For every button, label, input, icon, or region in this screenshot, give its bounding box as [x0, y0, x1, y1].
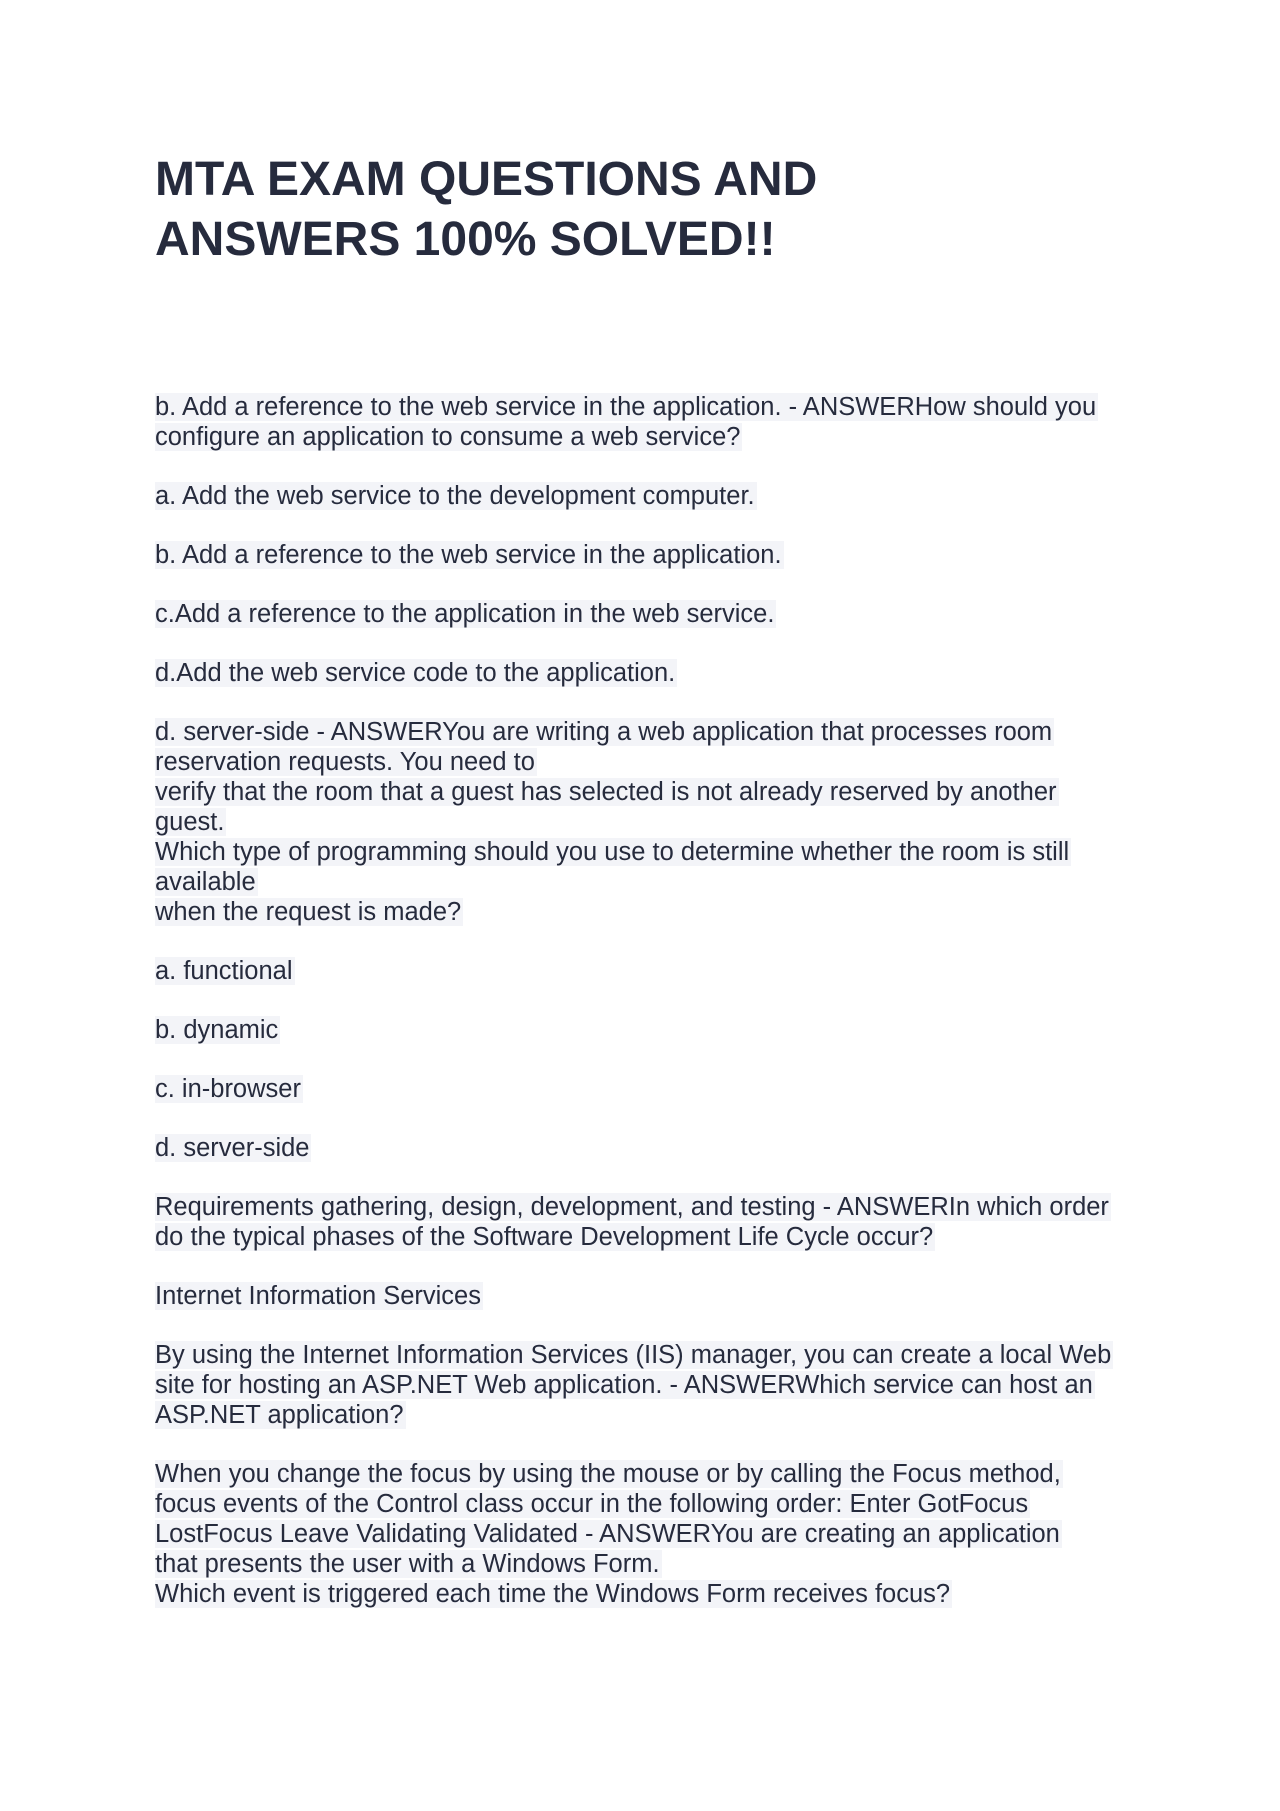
text-line: available: [155, 868, 256, 896]
text-line: b. Add a reference to the web service in the application. - ANSWERHow should you: [155, 393, 1097, 421]
text-line: c. in-browser: [155, 1075, 301, 1103]
text-line: c.Add a reference to the application in the web service.: [155, 600, 775, 628]
option-paragraph: [155, 1074, 1135, 1104]
text-line: a. functional: [155, 957, 293, 985]
answer-paragraph: [155, 1340, 1135, 1430]
text-line: do the typical phases of the Software Development Life Cycle occur?: [155, 1223, 934, 1251]
answer-paragraph: [155, 1281, 1135, 1311]
title-line: ANSWERS 100% SOLVED!!: [155, 213, 776, 266]
text-line: d. server-side: [155, 1134, 310, 1162]
title-line: MTA EXAM QUESTIONS AND: [155, 153, 818, 206]
text-line: When you change the focus by using the mouse or by calling the Focus method,: [155, 1460, 1061, 1488]
text-line: focus events of the Control class occur in the following order: Enter GotFocus: [155, 1490, 1029, 1518]
text-line: a. Add the web service to the development computer.: [155, 482, 755, 510]
text-line: Requirements gathering, design, development, and testing - ANSWERIn which order: [155, 1193, 1109, 1221]
option-paragraph: [155, 540, 1135, 570]
document-body: [155, 392, 1135, 1638]
text-line: d. server-side - ANSWERYou are writing a web application that processes room: [155, 718, 1053, 746]
text-line: site for hosting an ASP.NET Web application. - ANSWERWhich service can host an: [155, 1371, 1093, 1399]
document-page: [155, 150, 1135, 270]
text-line: Which type of programming should you use to determine whether the room is still: [155, 838, 1070, 866]
text-line: verify that the room that a guest has selected is not already reserved by another: [155, 778, 1057, 806]
answer-paragraph: [155, 392, 1135, 452]
text-line: b. dynamic: [155, 1016, 279, 1044]
text-line: guest.: [155, 808, 225, 836]
text-line: Which event is triggered each time the Windows Form receives focus?: [155, 1580, 951, 1608]
text-line: reservation requests. You need to: [155, 748, 535, 776]
page-title: [155, 150, 915, 270]
text-line: b. Add a reference to the web service in the application.: [155, 541, 782, 569]
answer-paragraph: [155, 717, 1135, 927]
text-line: Internet Information Services: [155, 1282, 481, 1310]
option-paragraph: [155, 658, 1135, 688]
answer-paragraph: [155, 1192, 1135, 1252]
option-paragraph: [155, 481, 1135, 511]
text-line: LostFocus Leave Validating Validated - ANSWERYou are creating an application: [155, 1520, 1060, 1548]
option-paragraph: [155, 956, 1135, 986]
option-paragraph: [155, 1015, 1135, 1045]
text-line: configure an application to consume a web service?: [155, 423, 741, 451]
text-line: when the request is made?: [155, 898, 462, 926]
option-paragraph: [155, 599, 1135, 629]
answer-paragraph: [155, 1459, 1135, 1609]
text-line: By using the Internet Information Services (IIS) manager, you can create a local Web: [155, 1341, 1112, 1369]
text-line: d.Add the web service code to the application.: [155, 659, 676, 687]
text-line: ASP.NET application?: [155, 1401, 404, 1429]
option-paragraph: [155, 1133, 1135, 1163]
text-line: that presents the user with a Windows Form.: [155, 1550, 660, 1578]
